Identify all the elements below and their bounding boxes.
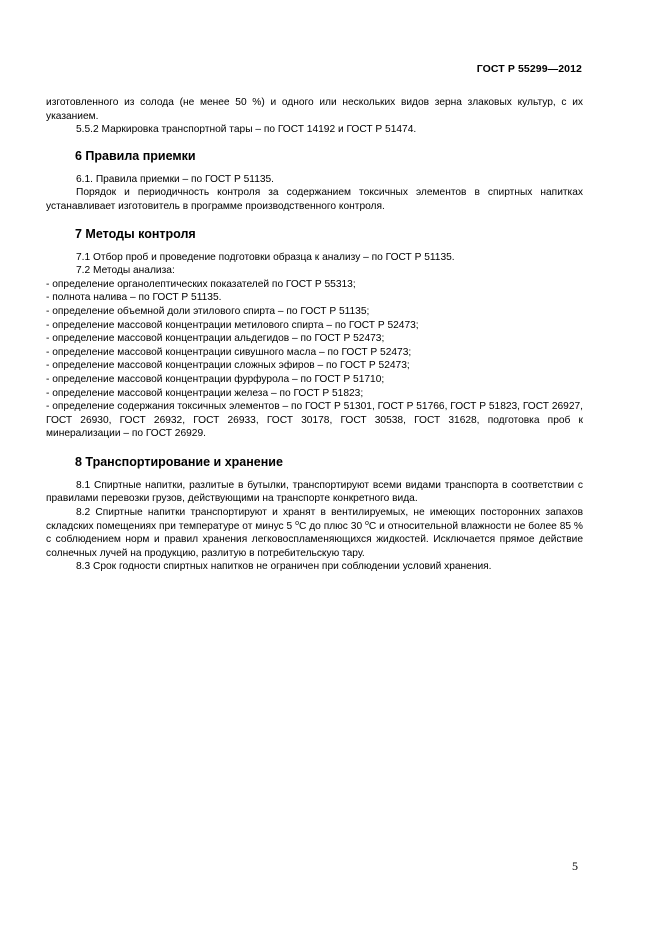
document-body	[46, 96, 583, 574]
paragraph-6-control: Порядок и периодичность контроля за содержанием токсичных элементов в спиртных напитках устанавливает изготовитель в программе производственного контроля.	[46, 187, 583, 212]
paragraph-7-1: 7.1 Отбор проб и проведение подготовки образца к анализу – по ГОСТ Р 51135.	[76, 251, 455, 263]
degree-sign: о	[295, 519, 299, 527]
paragraph-8-2-part-b: С до плюс 30	[298, 520, 365, 532]
list-item: - определение массовой концентрации железа – по ГОСТ Р 51823;	[46, 387, 364, 399]
list-item: - полнота налива – по ГОСТ Р 51135.	[46, 292, 222, 304]
section-7-heading: 7 Методы контроля	[75, 226, 196, 241]
list-item: - определение массовой концентрации сивушного масла – по ГОСТ Р 52473;	[46, 346, 412, 358]
list-item: - определение объемной доли этилового спирта – по ГОСТ Р 51135;	[46, 305, 370, 317]
list-item: - определение содержания токсичных элементов – по ГОСТ Р 51301, ГОСТ Р 51766, ГОСТ Р 51823, ГОСТ 26927, ГОСТ 26930, ГОСТ 26932, ГОСТ 26933, ГОСТ 30178, ГОСТ 30538, ГОСТ 31628, подготовка проб к минерализации – по ГОСТ 26929.	[46, 401, 583, 440]
document-header-id: ГОСТ Р 55299—2012	[476, 63, 582, 75]
list-item: - определение массовой концентрации альдегидов – по ГОСТ Р 52473;	[46, 333, 385, 345]
list-item: - определение массовой концентрации сложных эфиров – по ГОСТ Р 52473;	[46, 360, 410, 372]
list-item: - определение массовой концентрации фурфурола – по ГОСТ Р 51710;	[46, 373, 385, 385]
paragraph-5-5-2: 5.5.2 Маркировка транспортной тары – по ГОСТ 14192 и ГОСТ Р 51474.	[76, 124, 417, 136]
list-item: - определение массовой концентрации метилового спирта – по ГОСТ Р 52473;	[46, 319, 419, 331]
paragraph-8-2-part-a: 8.2 Спиртные напитки транспортируют и хранят в вентилируемых, не имеющих посторонних запахов складских помещениях при температуре от минус 5	[46, 507, 583, 532]
paragraph-continuation: изготовленного из солода (не менее 50 %) и одного или нескольких видов зерна злаковых культур, с их указанием.	[46, 97, 583, 122]
list-item: - определение органолептических показателей по ГОСТ Р 55313;	[46, 278, 356, 290]
paragraph-7-2: 7.2 Методы анализа:	[76, 265, 175, 277]
page-number: 5	[572, 859, 578, 873]
paragraph-6-1: 6.1. Правила приемки – по ГОСТ Р 51135.	[76, 173, 275, 185]
paragraph-8-2-part-c: С и относительной влажности не более 85 % с соблюдением норм и правил хранения легковоспламеняющихся жидкостей. Исключается прямое действие солнечных лучей на продукцию, разлитую в потребительскую тару.	[46, 520, 583, 559]
paragraph-8-2	[46, 506, 583, 560]
paragraph-8-1: 8.1 Спиртные напитки, разлитые в бутылки, транспортируют всеми видами транспорта в соответствии с правилами перевозки грузов, действующими на транспорте конкретного вида.	[46, 479, 583, 505]
section-8-heading: 8 Транспортирование и хранение	[75, 454, 283, 469]
section-6-heading: 6 Правила приемки	[75, 148, 196, 163]
degree-sign: о	[365, 519, 369, 527]
paragraph-8-3: 8.3 Срок годности спиртных напитков не ограничен при соблюдении условий хранения.	[76, 561, 492, 573]
